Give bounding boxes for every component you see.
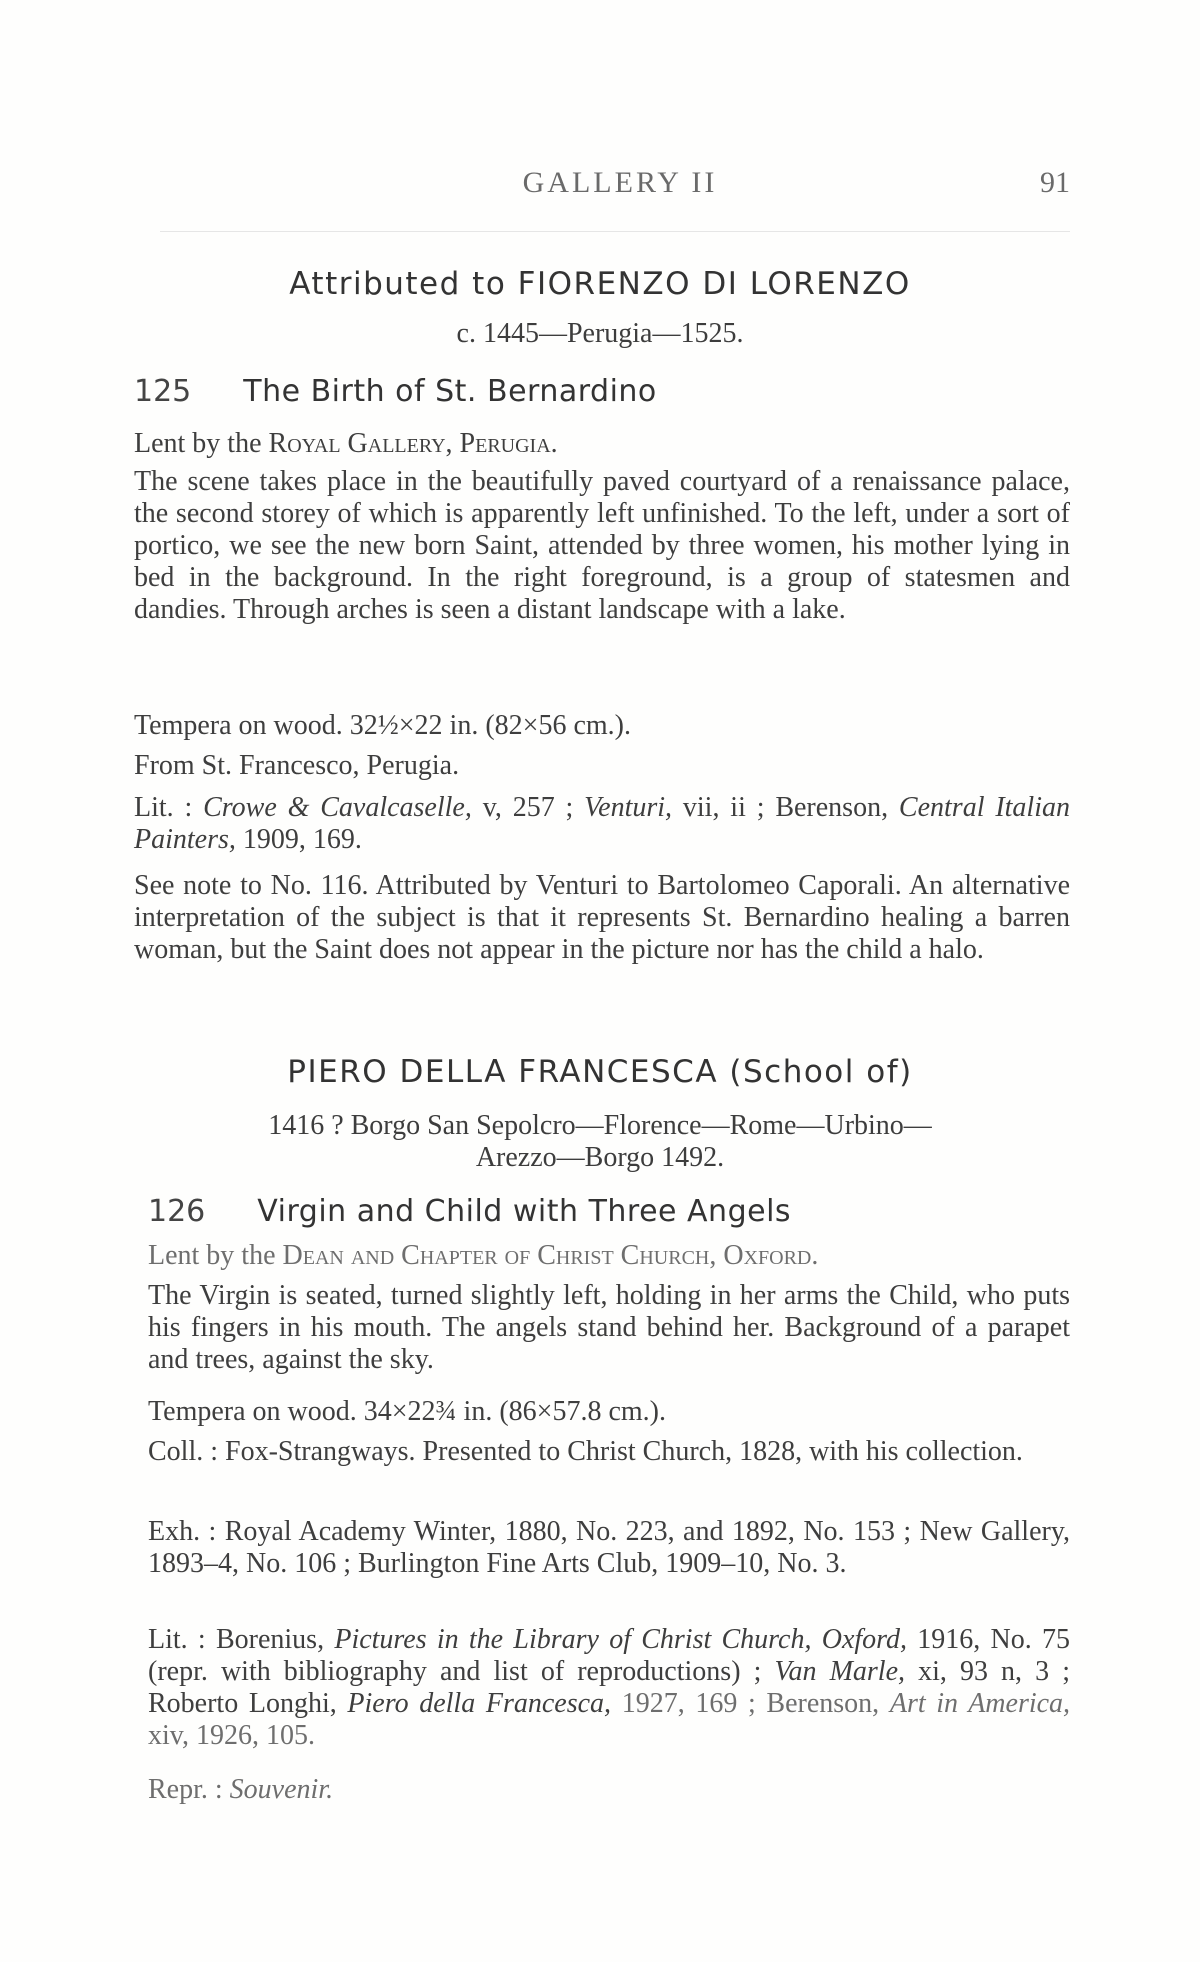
exhibitions: Exh. : Royal Academy Winter, 1880, No. 223, and 1892, No. 153 ; New Gallery, 1893–4, No. 106 ; Burlington Fine Arts Club, 1909–10, No. 3.: [148, 1516, 1070, 1579]
description: The Virgin is seated, turned slightly left, holding in her arms the Child, who puts his fingers in his mouth. The angels stand behind her. Background of a parapet and trees, against the sky.: [148, 1280, 1070, 1375]
artist-dates: c. 1445—Perugia—1525.: [456, 318, 744, 349]
artist-dates: 1416 ? Borgo San Sepolcro—Florence—Rome—Urbino— Arezzo—Borgo 1492.: [268, 1110, 932, 1173]
medium-dimensions: Tempera on wood. 32½×22 in. (82×56 cm.).: [134, 710, 631, 741]
lender: Royal Gallery, Perugia.: [268, 428, 558, 459]
artist-heading-fiorenzo: [150, 266, 1050, 302]
entry-heading-126: [148, 1194, 1048, 1229]
provenance: From St. Francesco, Perugia.: [134, 750, 460, 781]
painting-title: The Birth of St. Bernardino: [243, 374, 657, 409]
description: The scene takes place in the beautifully paved courtyard of a renaissance palace, the second storey of which is apparently left unfinished. To the left, under a sort of portico, we see the new born Saint, attended by three women, his mother lying in bed in the background. In the right foreground, is a group of statesmen and dandies. Through arches is seen a distant landscape with a lake.: [134, 466, 1070, 625]
catalogue-number: 125: [134, 374, 192, 409]
painting-title: Virgin and Child with Three Angels: [257, 1194, 792, 1229]
page-number: 91: [1040, 166, 1070, 199]
lender-line: Lent by the Royal Gallery, Perugia.: [134, 428, 558, 459]
artist-name: FIORENZO DI LORENZO: [517, 266, 911, 302]
running-header: GALLERY II: [522, 166, 718, 199]
reproductions: Repr. : Souvenir.: [148, 1774, 334, 1805]
lender: Dean and Chapter of Christ Church, Oxford.: [282, 1240, 819, 1271]
collection: Coll. : Fox-Strangways. Presented to Christ Church, 1828, with his collection.: [148, 1436, 1023, 1467]
literature: Lit. : Borenius, Pictures in the Library of Christ Church, Oxford, 1916, No. 75 (repr. with bibliography and list of reproductions) ; Van Marle, xi, 93 n, 3 ; Roberto Longhi, Piero della Francesca, 1927, 169 ; Berenson, Art in America, xiv, 1926, 105.: [148, 1624, 1071, 1751]
lender-line: Lent by the Dean and Chapter of Christ Church, Oxford.: [148, 1240, 819, 1271]
attribution-prefix: Attributed to: [289, 266, 507, 302]
entry-heading-125: [134, 374, 1034, 409]
catalogue-number: 126: [148, 1194, 206, 1229]
artist-heading-piero: PIERO DELLA FRANCESCA (School of): [287, 1054, 913, 1090]
medium-dimensions: Tempera on wood. 34×22¾ in. (86×57.8 cm.).: [148, 1396, 666, 1427]
note: See note to No. 116. Attributed by Venturi to Bartolomeo Caporali. An alternative interpretation of the subject is that it represents St. Bernardino healing a barren woman, but the Saint does not appear in the picture nor has the child a halo.: [134, 870, 1070, 965]
header-rule: [160, 231, 1070, 232]
literature: Lit. : Crowe & Cavalcaselle, v, 257 ; Venturi, vii, ii ; Berenson, Central Italian Painters, 1909, 169.: [134, 792, 1070, 855]
